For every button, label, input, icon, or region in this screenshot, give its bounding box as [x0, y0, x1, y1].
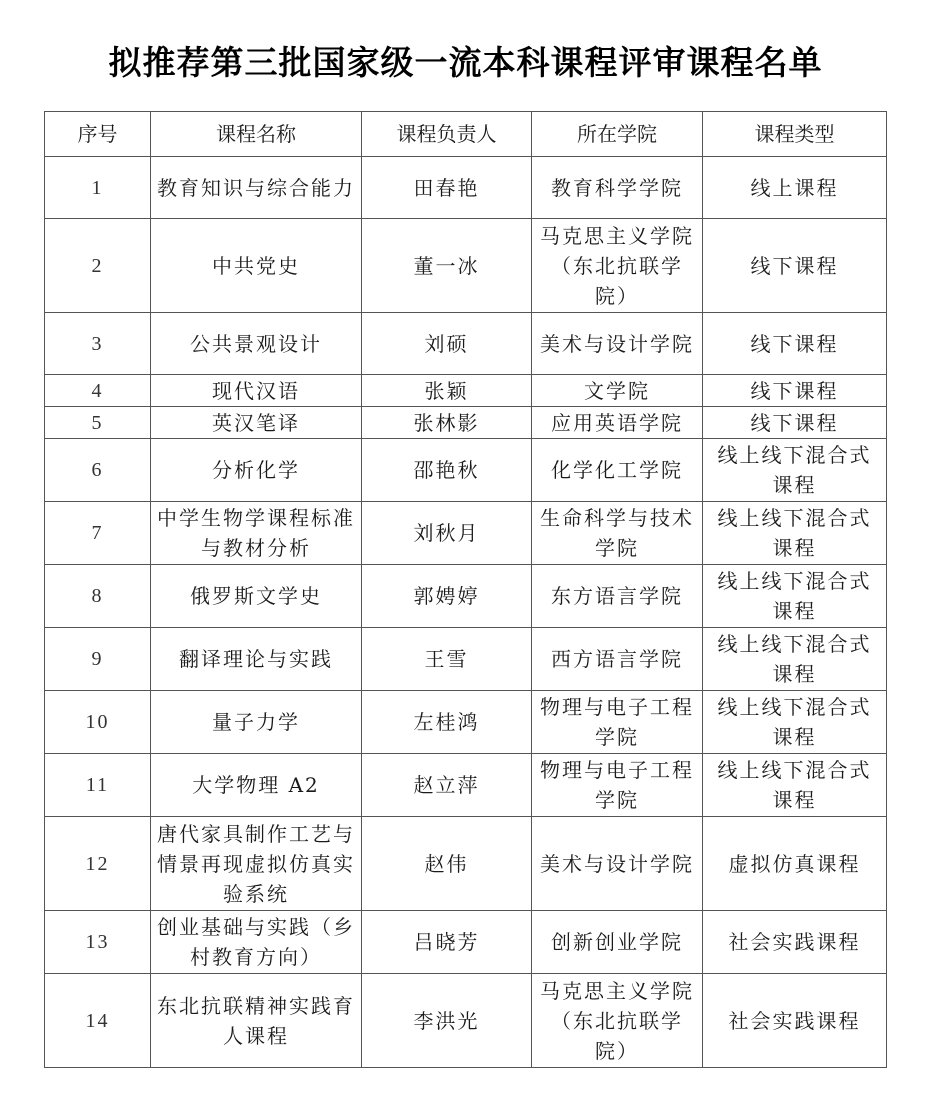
cell-course-leader: 张颖 [362, 375, 532, 407]
cell-course-type: 虚拟仿真课程 [703, 817, 887, 911]
cell-course-type: 线上线下混合式课程 [703, 628, 887, 691]
cell-college: 教育科学学院 [532, 157, 703, 219]
cell-course-name: 现代汉语 [151, 375, 362, 407]
table-row [45, 439, 887, 502]
cell-college: 马克思主义学院（东北抗联学院） [532, 219, 703, 313]
cell-course-leader: 赵立萍 [362, 754, 532, 817]
cell-number: 14 [45, 974, 151, 1068]
cell-course-leader: 郭娉婷 [362, 565, 532, 628]
cell-college: 美术与设计学院 [532, 313, 703, 375]
cell-course-leader: 张林影 [362, 407, 532, 439]
cell-course-leader: 李洪光 [362, 974, 532, 1068]
table-row [45, 157, 887, 219]
cell-course-leader: 田春艳 [362, 157, 532, 219]
cell-college: 东方语言学院 [532, 565, 703, 628]
cell-number: 1 [45, 157, 151, 219]
table-row [45, 911, 887, 974]
cell-course-name: 唐代家具制作工艺与情景再现虚拟仿真实验系统 [151, 817, 362, 911]
cell-course-type: 社会实践课程 [703, 911, 887, 974]
table-row [45, 375, 887, 407]
cell-number: 5 [45, 407, 151, 439]
document-title: 拟推荐第三批国家级一流本科课程评审课程名单 [108, 43, 823, 82]
cell-college: 物理与电子工程学院 [532, 691, 703, 754]
cell-course-name: 创业基础与实践（乡村教育方向） [151, 911, 362, 974]
cell-course-name: 中学生物学课程标准与教材分析 [151, 502, 362, 565]
cell-course-name: 俄罗斯文学史 [151, 565, 362, 628]
cell-course-type: 线上线下混合式课程 [703, 754, 887, 817]
cell-college: 马克思主义学院（东北抗联学院） [532, 974, 703, 1068]
cell-number: 13 [45, 911, 151, 974]
table-row [45, 691, 887, 754]
cell-course-leader: 邵艳秋 [362, 439, 532, 502]
cell-course-type: 线下课程 [703, 375, 887, 407]
cell-college: 物理与电子工程学院 [532, 754, 703, 817]
header-course-leader: 课程负责人 [362, 112, 532, 157]
cell-college: 西方语言学院 [532, 628, 703, 691]
cell-course-type: 线上线下混合式课程 [703, 439, 887, 502]
cell-number: 7 [45, 502, 151, 565]
table-row [45, 565, 887, 628]
table-row [45, 628, 887, 691]
cell-course-name: 量子力学 [151, 691, 362, 754]
cell-course-type: 线上课程 [703, 157, 887, 219]
cell-number: 12 [45, 817, 151, 911]
cell-course-leader: 刘硕 [362, 313, 532, 375]
cell-course-type: 社会实践课程 [703, 974, 887, 1068]
header-college: 所在学院 [532, 112, 703, 157]
cell-number: 11 [45, 754, 151, 817]
cell-course-name: 大学物理 A2 [151, 754, 362, 817]
cell-course-name: 分析化学 [151, 439, 362, 502]
cell-college: 创新创业学院 [532, 911, 703, 974]
cell-college: 化学化工学院 [532, 439, 703, 502]
cell-course-type: 线下课程 [703, 219, 887, 313]
header-course-type: 课程类型 [703, 112, 887, 157]
cell-course-leader: 赵伟 [362, 817, 532, 911]
cell-number: 10 [45, 691, 151, 754]
cell-number: 4 [45, 375, 151, 407]
cell-course-type: 线下课程 [703, 407, 887, 439]
cell-college: 应用英语学院 [532, 407, 703, 439]
table-row [45, 754, 887, 817]
table-header-row [45, 112, 887, 157]
cell-course-leader: 刘秋月 [362, 502, 532, 565]
cell-course-leader: 董一冰 [362, 219, 532, 313]
table-row [45, 219, 887, 313]
cell-course-type: 线上线下混合式课程 [703, 691, 887, 754]
cell-college: 美术与设计学院 [532, 817, 703, 911]
course-list-table [44, 111, 887, 1068]
cell-number: 6 [45, 439, 151, 502]
cell-course-name: 教育知识与综合能力 [151, 157, 362, 219]
cell-course-type: 线下课程 [703, 313, 887, 375]
cell-course-type: 线上线下混合式课程 [703, 565, 887, 628]
cell-college: 生命科学与技术学院 [532, 502, 703, 565]
cell-number: 2 [45, 219, 151, 313]
header-course-name: 课程名称 [151, 112, 362, 157]
cell-course-name: 英汉笔译 [151, 407, 362, 439]
table-row [45, 502, 887, 565]
cell-course-name: 中共党史 [151, 219, 362, 313]
cell-course-leader: 王雪 [362, 628, 532, 691]
cell-number: 3 [45, 313, 151, 375]
cell-course-name: 东北抗联精神实践育人课程 [151, 974, 362, 1068]
cell-course-name: 公共景观设计 [151, 313, 362, 375]
table-row [45, 817, 887, 911]
cell-course-leader: 左桂鸿 [362, 691, 532, 754]
cell-college: 文学院 [532, 375, 703, 407]
table-row [45, 407, 887, 439]
cell-course-type: 线上线下混合式课程 [703, 502, 887, 565]
cell-course-leader: 吕晓芳 [362, 911, 532, 974]
table-row [45, 974, 887, 1068]
header-number: 序号 [45, 112, 151, 157]
cell-number: 9 [45, 628, 151, 691]
cell-course-name: 翻译理论与实践 [151, 628, 362, 691]
table-row [45, 313, 887, 375]
cell-number: 8 [45, 565, 151, 628]
